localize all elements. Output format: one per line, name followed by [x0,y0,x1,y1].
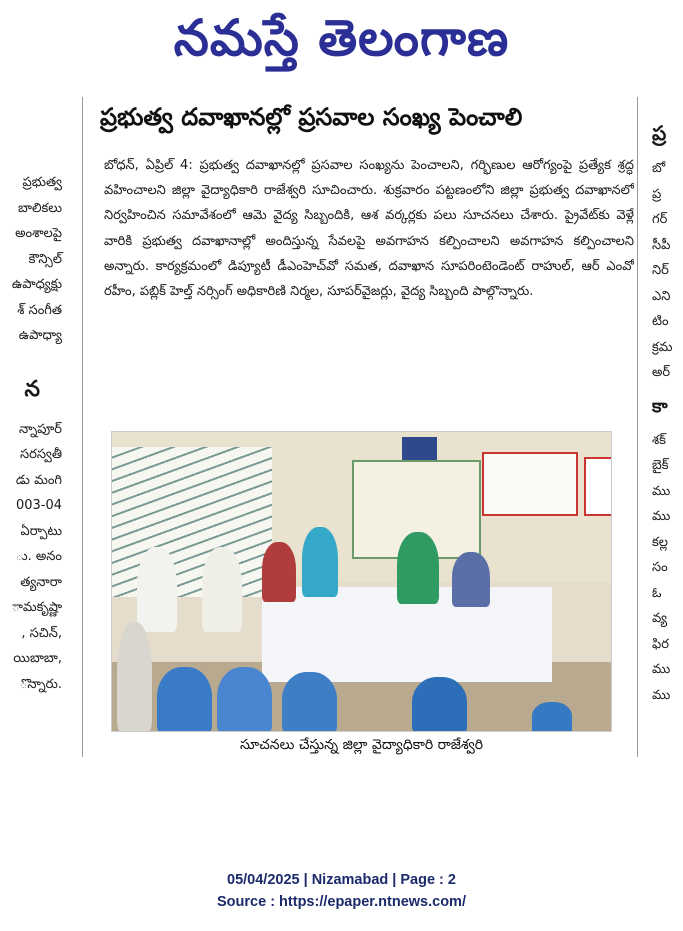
right-col-line: ము [652,509,671,524]
right-col-line: కల్ల [652,534,669,550]
photo-banner [584,457,612,516]
masthead-logo: నమస్తే తెలంగాణ [173,8,510,67]
right-col-line: నిర్ [652,263,669,278]
right-col-line: ప్ర [652,186,662,202]
article-headline: ప్రభుత్వ దవాఖానల్లో ప్రసవాల సంఖ్య పెంచాలి [100,103,523,131]
left-col-line: 003-04 [15,498,62,513]
left-col-line: అంశాలపై [15,226,62,241]
column-divider [637,97,638,757]
masthead [0,0,683,88]
left-col-line: ు. అనం [15,549,62,564]
photo-banner [482,452,578,516]
photo-person [302,527,338,597]
right-column-fragment [652,118,683,708]
footer-date-edition-page: 05/04/2025 | Nizamabad | Page : 2 [227,872,456,888]
right-col-line: సీపీ [652,237,671,253]
right-col-heading: ప్ర [652,121,667,145]
right-col-subheading: కా [652,395,668,417]
right-col-line: టిం [652,314,669,329]
photo-person [137,547,177,632]
left-col-line: యిబాబా, [13,651,62,666]
right-col-line: సం [652,560,668,575]
left-col-line: బాలికలు [18,200,62,216]
photo-person [282,672,337,732]
photo-person [262,542,296,602]
footer-source: Source : https://epaper.ntnews.com/ [217,894,466,910]
right-col-line: గర్ [652,212,668,227]
left-col-line: శ్ సంగీత [17,302,62,318]
article-photo [111,431,612,732]
photo-person [157,667,212,732]
left-col-line: సరస్వతీ [20,447,62,462]
left-col-line: కౌన్సిల్ [28,251,62,267]
right-col-line: శక్ [652,432,666,448]
left-col-heading: న [24,376,40,402]
right-col-line: అర్ [652,365,671,380]
left-col-line: న్నాపూర్ [19,421,62,437]
photo-person [202,547,242,632]
right-col-line: ఫిర [652,636,669,652]
left-col-line: డు మంగి [15,472,62,488]
left-col-line: ప్రభుత్వ [22,175,62,190]
right-col-line: ము [652,662,671,677]
right-col-line: ము [652,687,671,703]
right-col-line: ఓ [652,585,662,601]
photo-caption: సూచనలు చేస్తున్న జిల్లా వైద్యాధికారి రాజేశ్వరి [239,737,484,753]
footer [0,869,683,913]
left-col-line: ఉపాధ్యక్షు [11,277,62,292]
left-col-line: త్యనారా [20,574,62,590]
left-column-fragment [0,170,70,697]
photo-person [397,532,439,604]
right-col-line: ఎని [652,288,671,304]
left-col-line: ొన్నారు. [19,676,62,692]
right-col-line: ము [652,483,671,499]
photo-person [117,622,152,732]
right-col-line: క్రమ [652,339,673,355]
left-col-line: ఉపాధ్యా [18,328,62,343]
photo-person [217,667,272,732]
photo-person [412,677,467,732]
article-body: బోధన్, ఏప్రిల్ 4: ప్రభుత్వ దవాఖానల్లో ప్రసవాల సంఖ్యను పెంచాలని, గర్భిణుల ఆరోగ్యంపై ప్రత్యేక శ్రద్ధ వహించాలని జిల్లా వైద్యాధికారి రాజేశ్వరి సూచించారు. శుక్రవారం పట్టణంలోని జిల్లా ప్రభుత్వ దవాఖానలో నిర్వహించిన సమావేశంలో ఆమె వైద్య సిబ్బందికి, ఆశ వర్కర్లకు పలు సూచనలు చేశారు. ప్రైవేట్‌కు వెళ్లే వారికి ప్రభుత్వ దవాఖానాల్లో అందిస్తున్న సేవలపై అవగాహన కల్పించాలని అవగాహన కల్పించాలని అన్నారు. కార్యక్రమంలో డిప్యూటీ డీఎంహెచ్‌వో సమత, దవాఖాన సూపరింటెండెంట్ రాహుల్, ఆర్ ఎంవో రహీం, పబ్లిక్ హెల్త్ నర్సింగ్ అధికారిణి నిర్మల, సూపర్‌వైజర్లు, వైద్య సిబ్బంది పాల్గొన్నారు. [104,158,634,300]
right-col-line: బైక్ [652,458,669,473]
photo-staircase [112,447,272,597]
column-divider [82,97,83,757]
right-col-line: వ్య [652,611,668,626]
photo-person [532,702,572,732]
left-col-line: ామకృష్ణా [11,600,62,615]
left-col-line: ఏర్పాటు [20,523,62,539]
right-col-line: బో [652,161,666,176]
photo-person [452,552,490,607]
left-col-line: , సచిన్, [21,625,62,641]
